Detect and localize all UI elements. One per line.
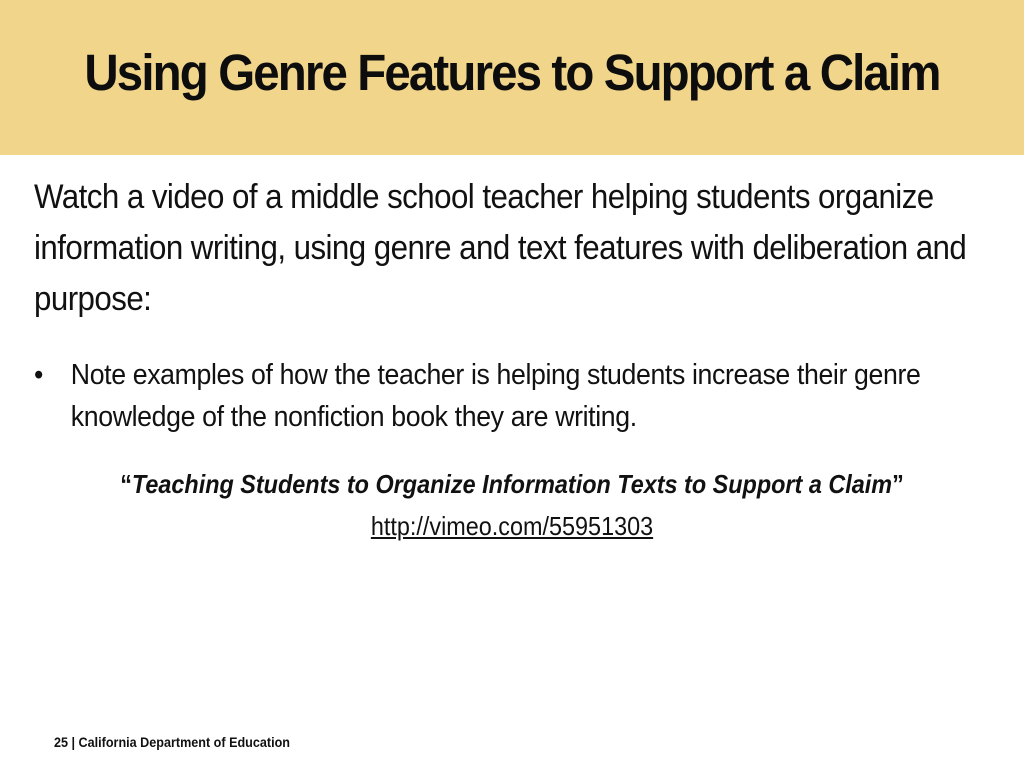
video-link[interactable]: http://vimeo.com/55951303 <box>370 511 654 541</box>
close-quote: ” <box>892 469 904 499</box>
slide-title: Using Genre Features to Support a Claim <box>84 44 940 101</box>
open-quote: “ <box>120 469 132 499</box>
footer <box>54 734 290 750</box>
footer-organization: California Department of Education <box>78 734 290 750</box>
video-link-line <box>51 508 973 544</box>
footer-separator: | <box>68 734 79 750</box>
video-title-line <box>51 466 973 502</box>
page-number: 25 <box>54 734 69 750</box>
bullet-text: Note examples of how the teacher is helping students increase their genre knowledge of the nonfiction book they are writing. <box>70 359 921 433</box>
lead-paragraph: Watch a video of a middle school teacher helping students organize information writing, using genre and text features with deliberation and purpose: <box>34 178 967 318</box>
bullet-marker: • <box>34 359 43 391</box>
video-title: Teaching Students to Organize Information Texts to Support a Claim <box>131 469 893 499</box>
